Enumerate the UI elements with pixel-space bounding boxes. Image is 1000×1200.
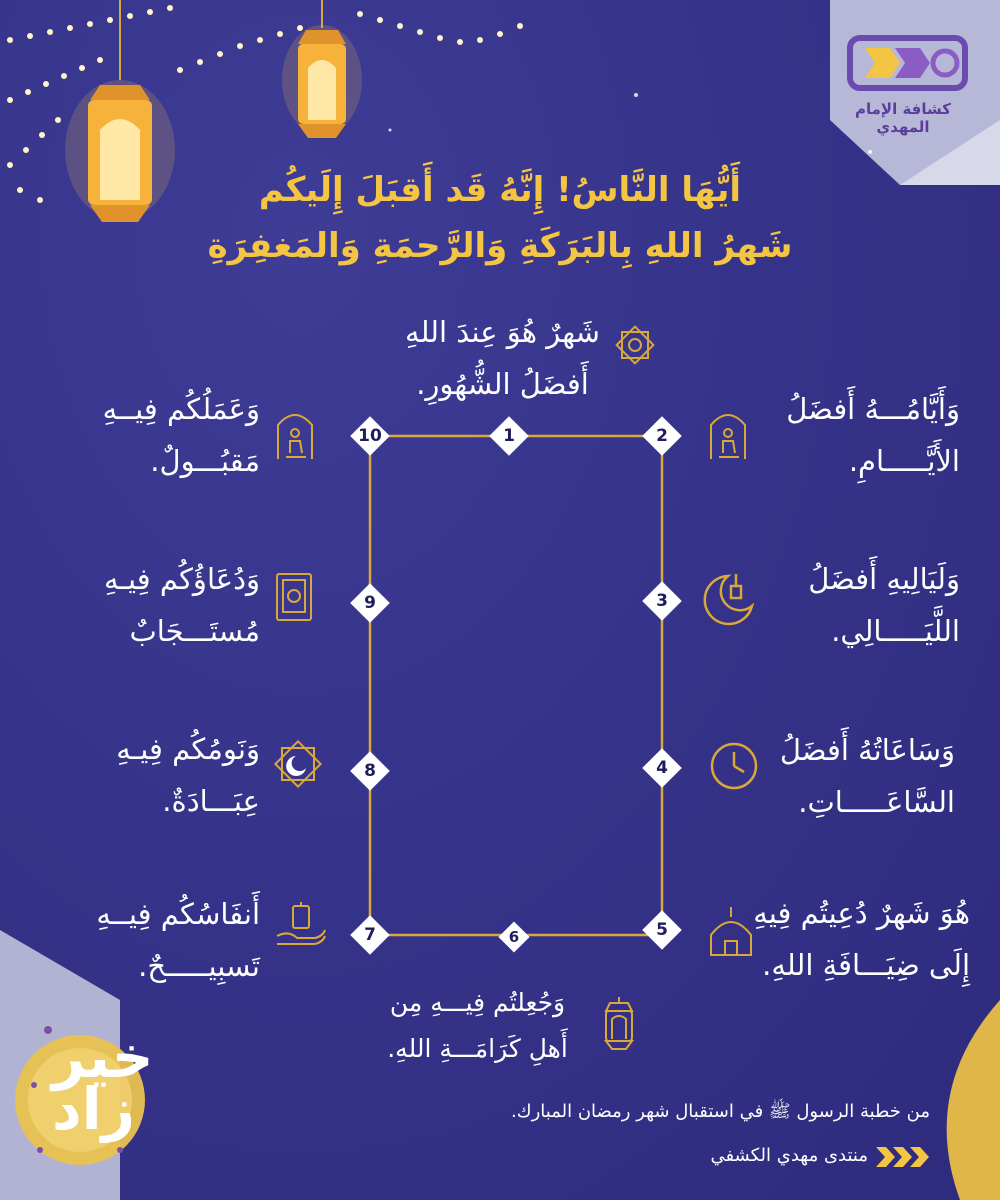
- item-5: [755, 887, 970, 991]
- footer-forum: منتدى مهدي الكشفي: [710, 1145, 868, 1166]
- node-6-number: 6: [508, 928, 520, 946]
- quran-icon: [273, 570, 317, 626]
- item-5-line2: إِلَى ضِيَـــافَةِ اللهِ.: [762, 948, 970, 982]
- item-10-line1: وَعَمَلُكُم فِيــهِ: [102, 392, 260, 426]
- node-9-number: 9: [364, 593, 376, 613]
- footer-source: من خطبة الرسول ﷺ في استقبال شهر رمضان المبارك.: [511, 1101, 930, 1122]
- node-4-number: 4: [656, 758, 668, 778]
- node-8: [351, 752, 389, 790]
- node-10-number: 10: [358, 426, 382, 446]
- page-title-line2: شَهرُ اللهِ بِالبَرَكَةِ وَالرَّحمَةِ وَالمَغفِرَةِ: [207, 226, 793, 266]
- item-8: [55, 723, 260, 827]
- item-5-line1: هُوَ شَهرٌ دُعِيتُم فِيهِ: [753, 896, 970, 930]
- forum-chevrons-icon: [876, 1147, 929, 1167]
- bottom-right-crescent: [947, 1000, 1000, 1200]
- node-7: [351, 916, 389, 954]
- node-1-number: 1: [503, 426, 515, 446]
- item-9-line2: مُستَـــجَابٌ: [129, 614, 260, 648]
- praying-man-icon-2: [272, 405, 318, 461]
- connector-frame: [370, 436, 662, 935]
- hanging-lantern-center: [282, 0, 362, 138]
- node-1: [490, 417, 528, 455]
- item-7: [60, 888, 260, 992]
- item-4-line2: السَّاعَـــــاتِ.: [798, 785, 955, 819]
- node-3-number: 3: [656, 591, 668, 611]
- page-title-line1: أَيُّهَا النَّاسُ! إِنَّهُ قَد أَقبَلَ إِلَيكُم: [258, 170, 742, 210]
- clock-icon: [708, 740, 760, 792]
- item-8-line1: وَنَومُكُم فِيـهِ: [116, 732, 260, 766]
- logo-label: كشافة الإمام المهدي: [855, 100, 951, 136]
- crescent-lantern-icon: [698, 570, 758, 630]
- node-10: [351, 417, 389, 455]
- item-2-line1: وَأَيَّامُـــهُ أَفضَلُ: [786, 392, 960, 426]
- star-pattern-icon: [610, 320, 660, 370]
- item-3: [760, 553, 960, 657]
- item-1-line1: شَهرٌ هُوَ عِندَ اللهِ: [405, 315, 600, 349]
- mosque-icon: [703, 905, 759, 957]
- item-6-line1: وَجُعِلتُم فِيـــهِ مِن: [389, 988, 566, 1017]
- node-5-number: 5: [656, 920, 668, 940]
- item-4-line1: وَسَاعَاتُهُ أَفضَلُ: [779, 733, 955, 767]
- praying-man-icon: [705, 405, 751, 461]
- item-7-line2: تَسبِيـــــحٌ.: [138, 949, 260, 983]
- item-7-line1: أَنفَاسُكُم فِيــهِ: [96, 897, 260, 931]
- node-7-number: 7: [364, 925, 376, 945]
- item-2: [760, 383, 960, 487]
- item-6: [370, 980, 585, 1072]
- item-9-line1: وَدُعَاؤُكُم فِيـهِ: [103, 562, 260, 596]
- brand-line1: خير: [52, 1023, 154, 1091]
- item-6-line2: أَهلِ كَرَامَـــةِ اللهِ.: [387, 1034, 568, 1063]
- lantern-icon: [598, 995, 640, 1053]
- node-5: [643, 911, 681, 949]
- node-2-number: 2: [656, 426, 668, 446]
- item-2-line2: الأَيَّـــــامِ.: [848, 444, 960, 478]
- item-10: [55, 383, 260, 487]
- brand-line2: زاد: [52, 1075, 136, 1143]
- node-2: [643, 417, 681, 455]
- hand-lantern-icon: [275, 900, 327, 952]
- item-10-line2: مَقبُـــولٌ.: [150, 444, 260, 478]
- item-1: [390, 306, 615, 410]
- node-8-number: 8: [364, 761, 376, 781]
- item-3-line2: اللَّيَـــــالِي.: [831, 614, 960, 648]
- item-1-line2: أَفضَلُ الشُّهُورِ.: [416, 367, 589, 401]
- moon-star-icon: [272, 738, 324, 790]
- hanging-lantern-left: [65, 0, 175, 222]
- item-9: [40, 553, 260, 657]
- item-8-line2: عِبَـــادَةٌ.: [162, 784, 260, 818]
- node-3: [643, 582, 681, 620]
- node-6: [495, 918, 533, 956]
- item-4: [745, 724, 955, 828]
- item-3-line1: وَلَيَالِيهِ أَفضَلُ: [808, 562, 960, 596]
- node-9: [351, 584, 389, 622]
- node-4: [643, 749, 681, 787]
